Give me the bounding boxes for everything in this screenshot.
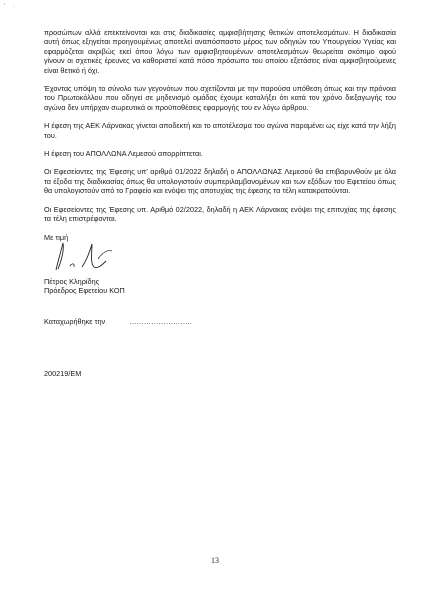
paragraph-5: Οι Εφεσείοντες της Έφεσης υπ' αριθμό 01/2022 δηλαδή ο ΑΠΟΛΛΩΝΑΣ Λεμεσού θα επιβαρυνθούν με όλα τα έξοδα της διαδικασίας όπως θα υπολογιστούν συμπεριλαμβανομένων και των εξόδων του Εφετείου όπως θα υπολογιστούν από το Γραφείο και ενόψει της αποτυχίας της έφεσης τα τέλη κατακρατούνται. (44, 167, 396, 196)
paragraph-3: Η έφεση της ΑΕΚ Λάρνακας γίνεται αποδεκτή και το αποτέλεσμα του αγώνα παραμένει ως είχε κατά την λήξη του. (44, 121, 396, 140)
paragraph-4: Η έφεση του ΑΠΟΛΛΩΝΑ Λεμεσού απορρίπτεται. (44, 149, 203, 159)
paragraph-6: Οι Εφεσείοντες της Έφεσης υπ. Αριθμό 02/2022, δηλαδή η ΑΕΚ Λάρνακας ενόψει της επιτυχίας της έφεσης τα τέλη επιστρέφονται. (44, 204, 396, 224)
paragraph-2: Έχοντας υπόψη το σύνολο των γεγονότων που σχετίζονται με την παρούσα υπόθεση όπως και την πρόνοια του Πρωτοκόλλου που οδηγεί σε μηδενισμό ομάδας έχουμε καταλήξει ότι κατά τον χρόνο διεξαγωγής του αγώνα δεν υπήρχαν σωρευτικά οι προϋποθέσεις εφαρμογής του εν λόγω άρθρου. (44, 84, 396, 112)
handwritten-signature (52, 239, 122, 273)
scan-marks: ' · (4, 4, 18, 10)
document-body (44, 28, 396, 378)
signature-label: Με τιμή (44, 232, 69, 242)
signer-title: Πρόεδρος Εφετείου ΚΟΠ (44, 285, 125, 295)
page-number: 13 (211, 556, 219, 565)
paragraph-1: προσώπων αλλά επεκτείνονται και στις διαδικασίες αμφισβήτησης θετικών αποτελεσμάτων. Η διαδικασία αυτή όπως εξηγείται προηγουμένως αποτελεί αναπόσπαστο μέρος των οδηγιών του Υπουργείου Υγείας και εφαρμόζεται ακριβώς εκεί όπου λόγω των αμφισβητουμένων αποτελεσμάτων θεωρείται σκόπιμο αφού γίνουν οι σχετικές έρευνες να καθοριστεί κατά πόσο πρόσωπο του οποίου εξετάσεις είναι αμφισβητούμενες είναι θετικό ή όχι. (44, 28, 396, 75)
reference-number: 200219/ΕΜ (44, 368, 82, 378)
registration-line (44, 317, 396, 326)
registration-label: Καταχωρήθηκε την (44, 317, 106, 327)
signer-name: Πέτρος Κληρίδης (44, 276, 100, 286)
signature-block (44, 233, 396, 277)
registration-dots: …………………….. (129, 317, 192, 327)
